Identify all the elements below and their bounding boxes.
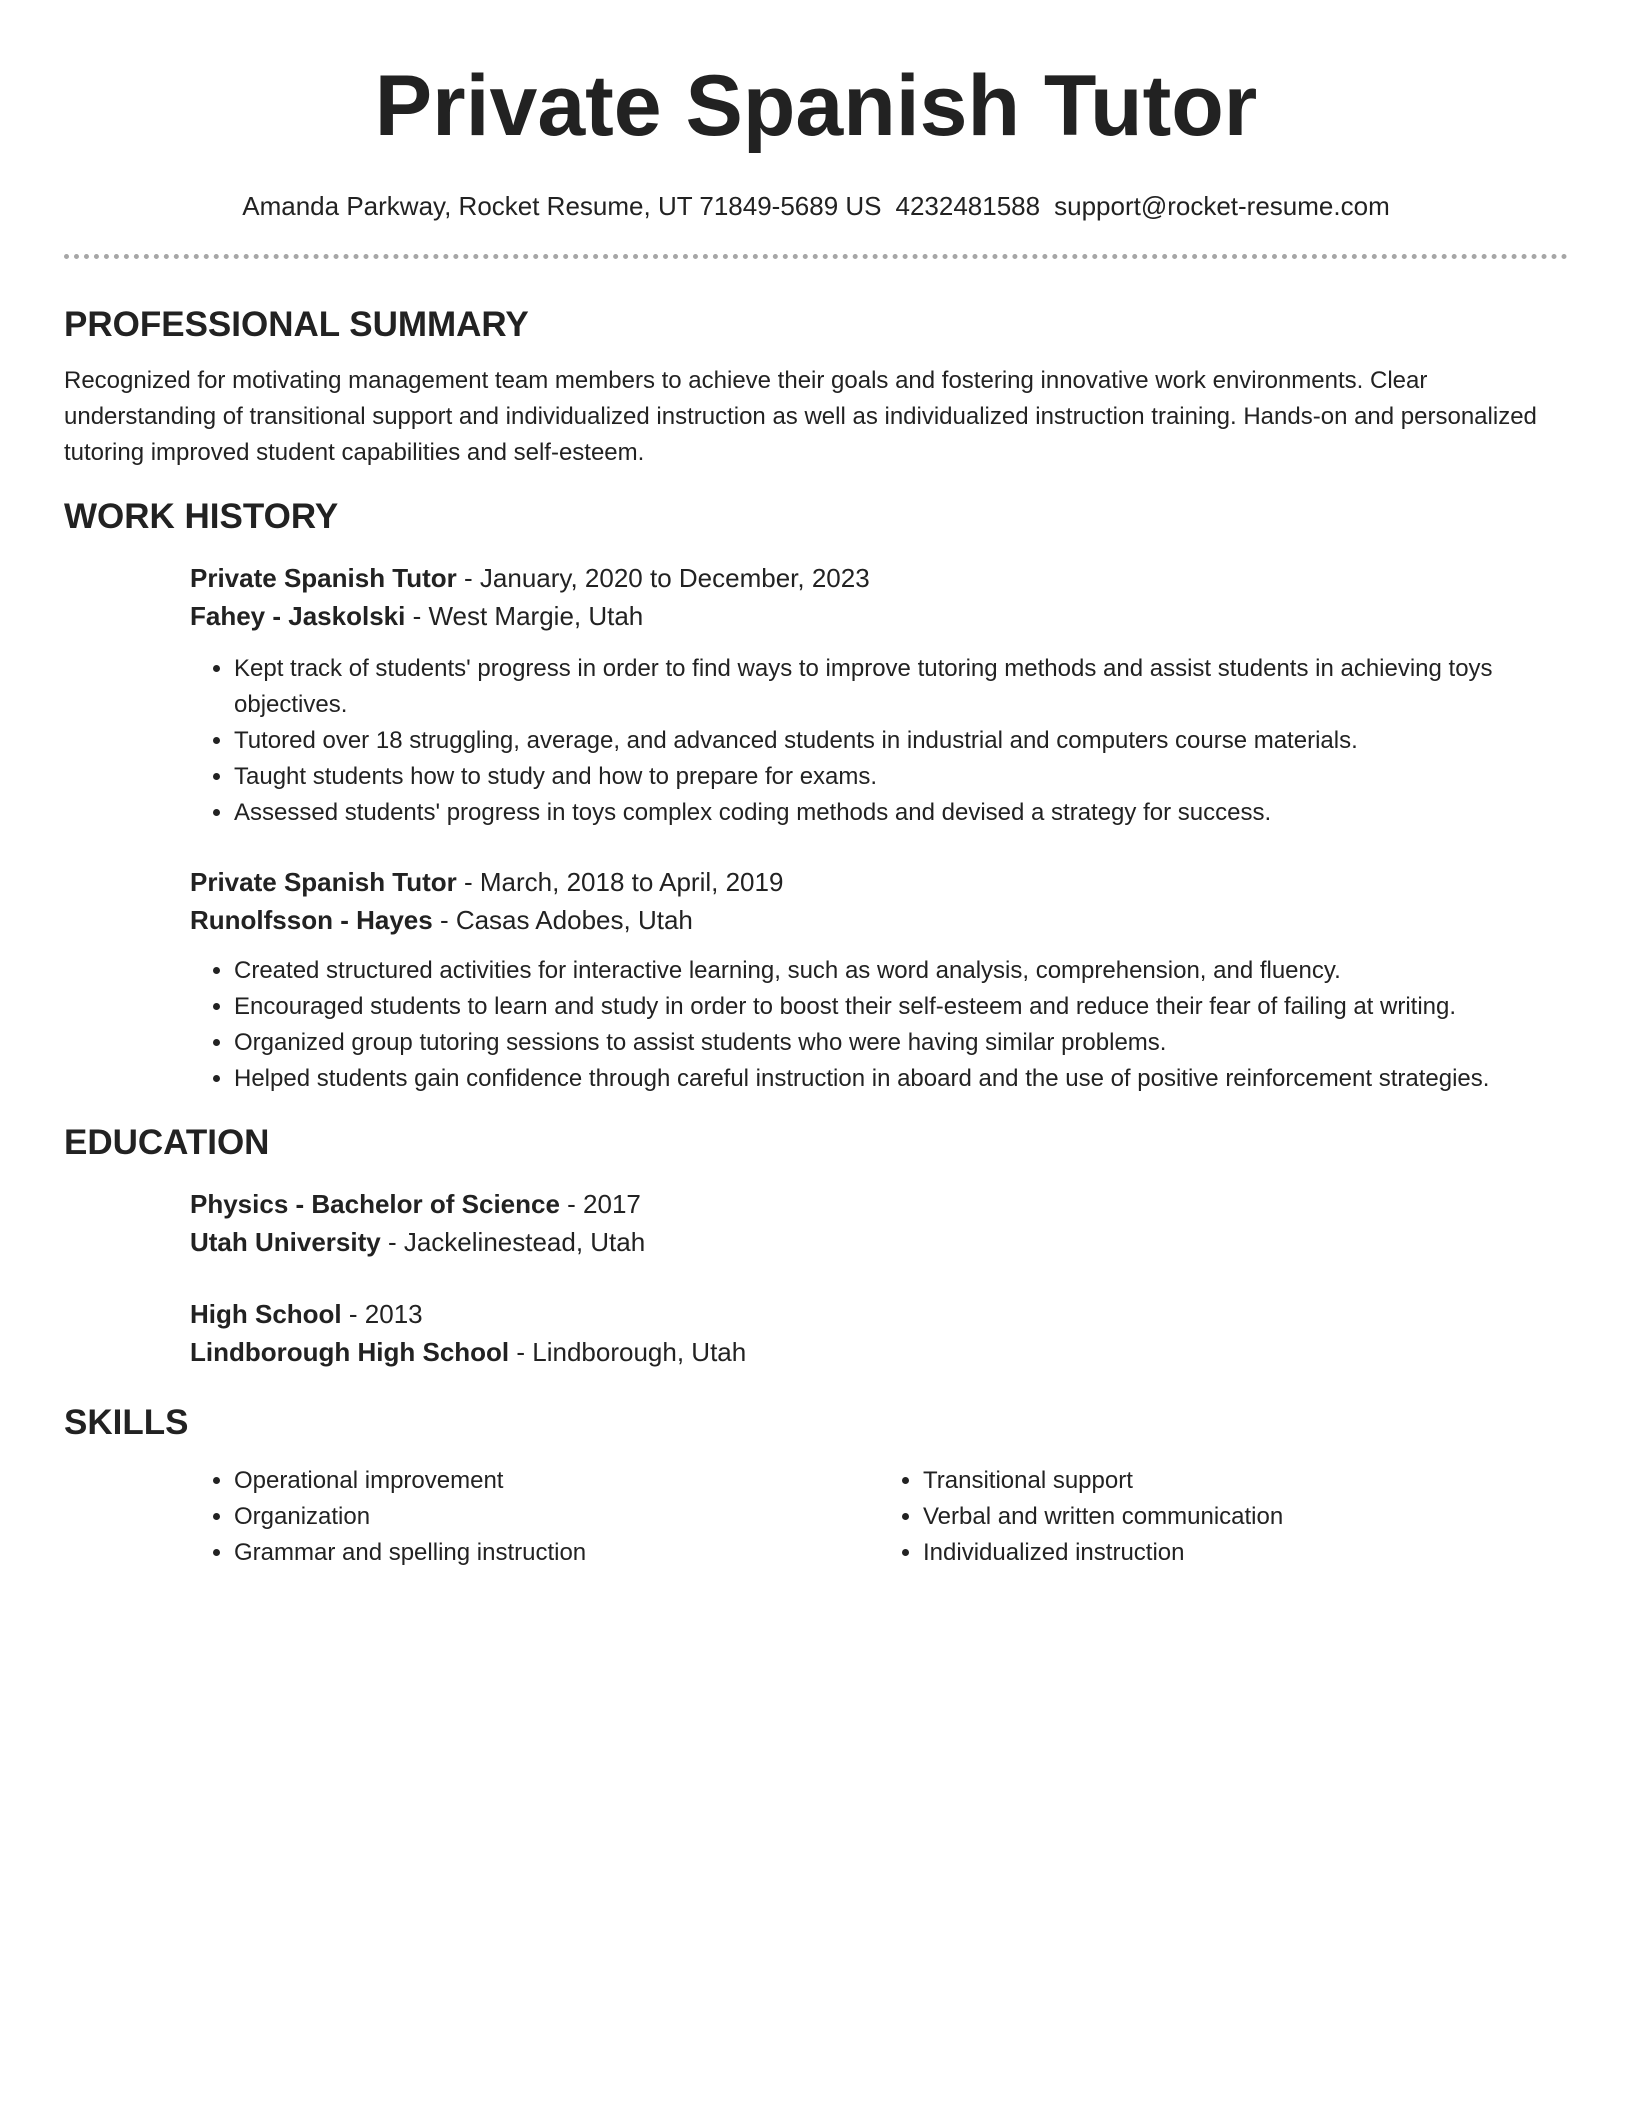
skills-heading: SKILLS	[64, 1403, 189, 1442]
job-bullet: • Kept track of students' progress in order to find ways to improve tutoring methods and assist students in achieving toys objectives.	[234, 651, 1568, 723]
skill-item: • Individualized instruction	[923, 1535, 1568, 1571]
summary-text: Recognized for motivating management team members to achieve their goals and fostering innovative work environments. Clear understanding of transitional support and individualized instruction as well as individualized instruction training. Hands-on and personalized tutoring improved student capabilities and self-esteem.	[64, 367, 1537, 466]
education-school-line	[190, 1333, 1568, 1371]
work-history-heading: WORK HISTORY	[64, 497, 339, 536]
job-dates: - March, 2018 to April, 2019	[456, 867, 784, 897]
summary-heading: PROFESSIONAL SUMMARY	[64, 305, 529, 344]
contact-email: support@rocket-resume.com	[1054, 191, 1390, 221]
education-year: - 2013	[341, 1299, 423, 1329]
job-location: - Casas Adobes, Utah	[432, 905, 693, 935]
job-location: - West Margie, Utah	[405, 601, 644, 631]
job-bullet: • Helped students gain confidence through careful instruction in aboard and the use of positive reinforcement strategies.	[234, 1061, 1568, 1097]
job-bullet: • Taught students how to study and how to prepare for exams.	[234, 759, 1568, 795]
education-degree-line	[190, 1295, 1568, 1333]
contact-address: Amanda Parkway, Rocket Resume, UT 71849-5689 US	[242, 191, 882, 221]
job-title-line	[190, 863, 1568, 901]
job-role: Private Spanish Tutor	[190, 867, 457, 897]
job-company: Fahey - Jaskolski	[190, 601, 406, 631]
job-bullets	[190, 953, 1568, 1097]
job-bullet: • Organized group tutoring sessions to assist students who were having similar problems.	[234, 1025, 1568, 1061]
resume-title: Private Spanish Tutor	[374, 58, 1258, 154]
job-company-line	[190, 901, 1568, 939]
education-entry	[190, 1185, 1568, 1261]
education-location: - Lindborough, Utah	[509, 1337, 747, 1367]
education-school-line	[190, 1223, 1568, 1261]
skill-item: • Verbal and written communication	[923, 1499, 1568, 1535]
education-school: Utah University	[190, 1227, 381, 1257]
header-divider	[64, 254, 1568, 259]
job-bullet: • Assessed students' progress in toys complex coding methods and devised a strategy for success.	[234, 795, 1568, 831]
job-role: Private Spanish Tutor	[190, 563, 457, 593]
contact-line	[64, 190, 1568, 222]
job-bullet: • Encouraged students to learn and study in order to boost their self-esteem and reduce their fear of failing at writing.	[234, 989, 1568, 1025]
job-bullet: • Tutored over 18 struggling, average, and advanced students in industrial and computers course materials.	[234, 723, 1568, 759]
skill-item: • Grammar and spelling instruction	[234, 1535, 879, 1571]
education-degree: High School	[190, 1299, 342, 1329]
job-title-line	[190, 559, 1568, 597]
skills-list-left	[190, 1463, 879, 1571]
job-dates: - January, 2020 to December, 2023	[456, 563, 870, 593]
job-company-line	[190, 597, 1568, 635]
skill-item: • Operational improvement	[234, 1463, 879, 1499]
education-location: - Jackelinestead, Utah	[380, 1227, 646, 1257]
job-entry	[190, 559, 1568, 831]
skill-item: • Organization	[234, 1499, 879, 1535]
education-degree-line	[190, 1185, 1568, 1223]
skill-item: • Transitional support	[923, 1463, 1568, 1499]
job-company: Runolfsson - Hayes	[190, 905, 433, 935]
education-heading: EDUCATION	[64, 1123, 270, 1162]
job-entry	[190, 863, 1568, 1097]
education-year: - 2017	[559, 1189, 641, 1219]
education-entry	[190, 1295, 1568, 1371]
skills-list-right	[879, 1463, 1568, 1571]
contact-phone: 4232481588	[895, 191, 1041, 221]
skills-columns	[190, 1463, 1568, 1571]
education-school: Lindborough High School	[190, 1337, 510, 1367]
education-degree: Physics - Bachelor of Science	[190, 1189, 560, 1219]
job-bullets	[190, 651, 1568, 831]
job-bullet: • Created structured activities for interactive learning, such as word analysis, comprehension, and fluency.	[234, 953, 1568, 989]
